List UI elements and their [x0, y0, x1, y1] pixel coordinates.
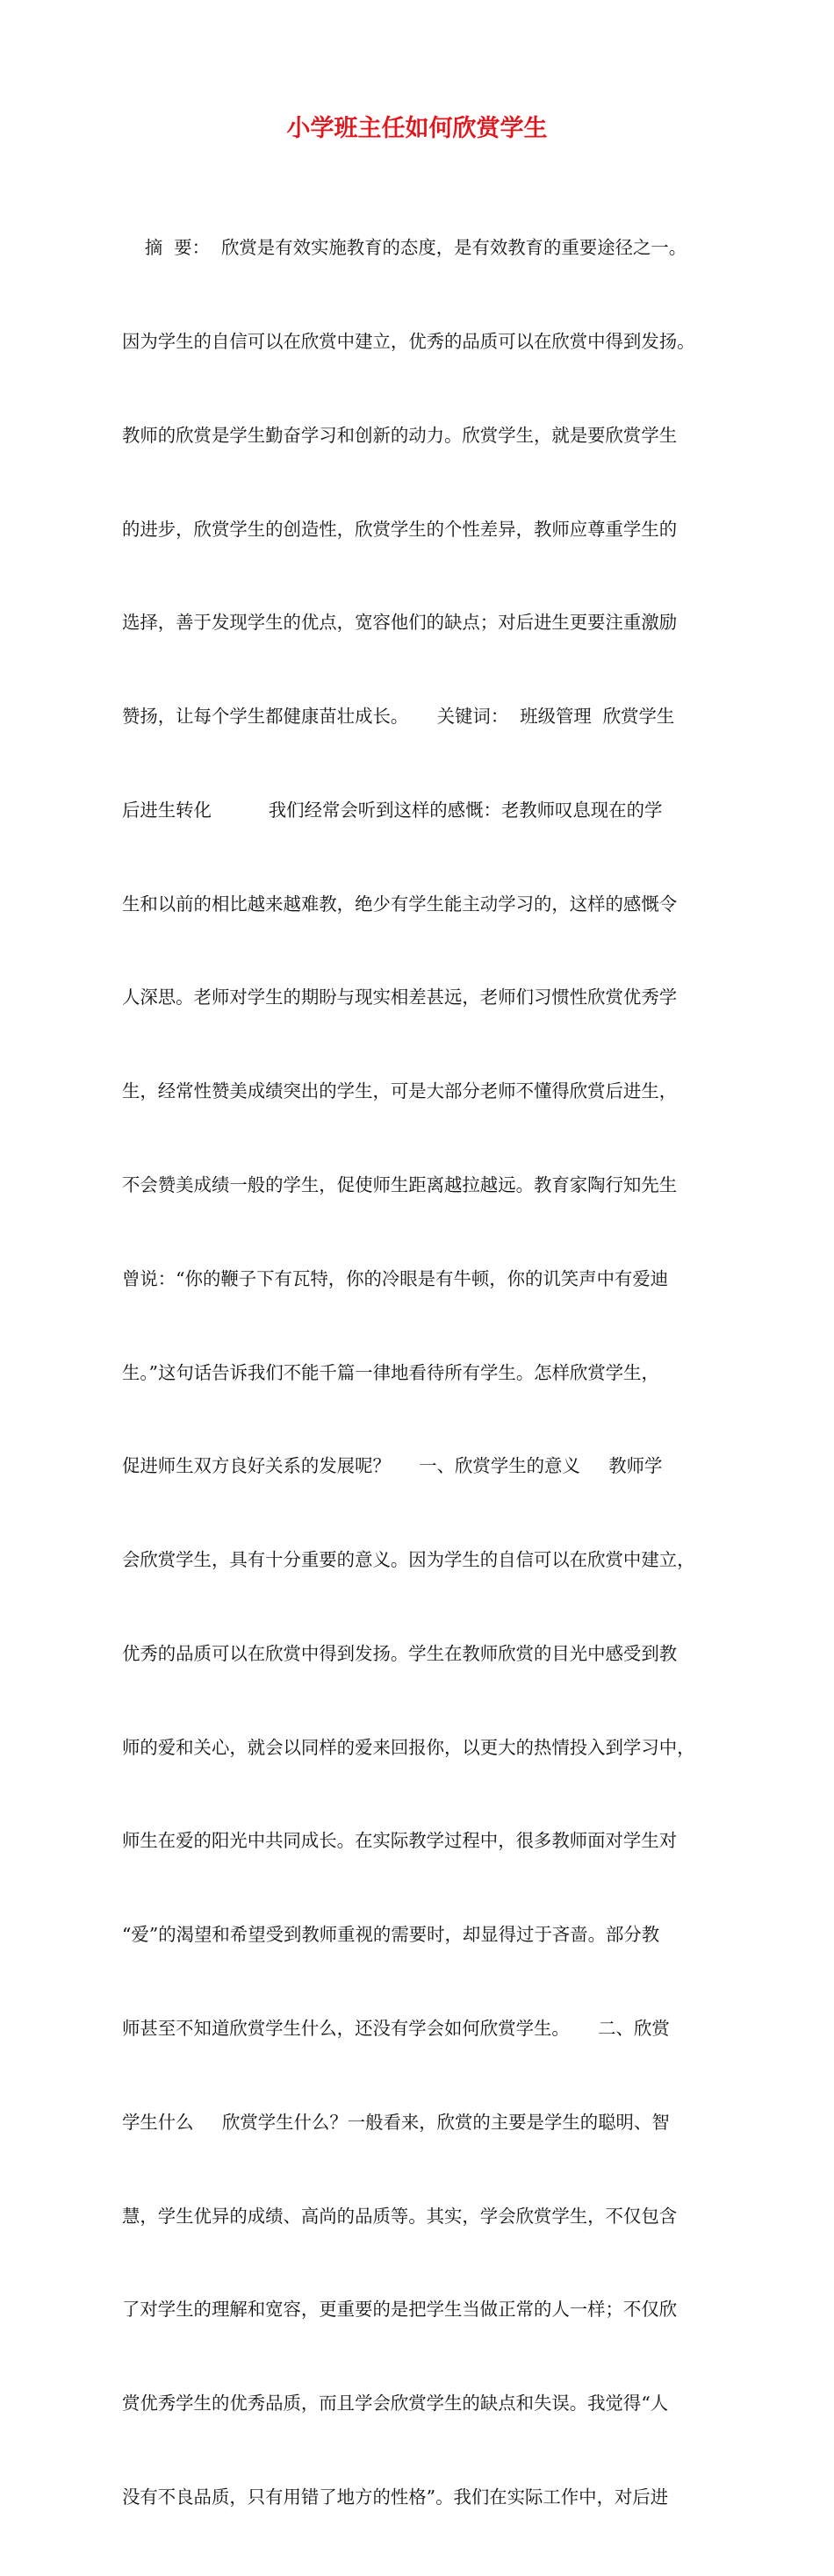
body-line: 不会赞美成绩一般的学生，促使师生距离越拉越远。教育家陶行知先生 [122, 1174, 678, 1195]
body-line: “爱”的渴望和希望受到教师重视的需要时，却显得过于吝啬。部分教 [122, 1924, 660, 1946]
body-line: 师的爱和关心，就会以同样的爱来回报你，以更大的热情投入到学习中， [122, 1736, 695, 1758]
body-line: 慧，学生优异的成绩、高尚的品质等。其实，学会欣赏学生，不仅包含 [122, 2205, 678, 2227]
body-line: 赞扬，让每个学生都健康苗壮成长。 关键词： 班级管理 欣赏学生 [122, 706, 675, 728]
document-body [122, 170, 737, 2576]
body-line: 师甚至不知道欣赏学生什么，还没有学会如何欣赏学生。 二、欣赏 [122, 2018, 670, 2040]
body-line: 师生在爱的阳光中共同成长。在实际教学过程中，很多教师面对学生对 [122, 1830, 678, 1852]
body-line: 人深思。老师对学生的期盼与现实相差甚远，老师们习惯性欣赏优秀学 [122, 987, 678, 1008]
body-line: 生，经常性赞美成绩突出的学生，可是大部分老师不懂得欣赏后进生， [122, 1080, 678, 1102]
body-line: 赏优秀学生的优秀品质，而且学会欣赏学生的缺点和失误。我觉得“人 [122, 2393, 669, 2415]
body-line: 摘 要： 欣赏是有效实施教育的态度，是有效教育的重要途径之一。 [122, 237, 687, 259]
body-line: 的进步，欣赏学生的创造性，欣赏学生的个性差异，教师应尊重学生的 [122, 518, 678, 540]
body-line: 选择，善于发现学生的优点，宽容他们的缺点；对后进生更要注重激励 [122, 612, 678, 634]
body-line: 因为学生的自信可以在欣赏中建立，优秀的品质可以在欣赏中得到发扬。 [122, 330, 695, 352]
body-line: 会欣赏学生，具有十分重要的意义。因为学生的自信可以在欣赏中建立， [122, 1549, 695, 1571]
body-line: 生和以前的相比越来越难教，绝少有学生能主动学习的，这样的感慨令 [122, 893, 678, 915]
body-line: 了对学生的理解和宽容，更重要的是把学生当做正常的人一样；不仅欣 [122, 2299, 678, 2321]
body-line: 教师的欣赏是学生勤奋学习和创新的动力。欣赏学生，就是要欣赏学生 [122, 424, 678, 446]
body-line: 促进师生双方良好关系的发展呢？ 一、欣赏学生的意义 教师学 [122, 1455, 663, 1477]
body-line: 曾说：“你的鞭子下有瓦特，你的冷眼是有牛顿，你的讥笑声中有爱迪 [122, 1267, 669, 1289]
document-title: 小学班主任如何欣赏学生 [286, 115, 548, 142]
body-line: 优秀的品质可以在欣赏中得到发扬。学生在教师欣赏的目光中感受到教 [122, 1642, 678, 1664]
body-line: 生。”这句话告诉我们不能千篇一律地看待所有学生。怎样欣赏学生， [122, 1361, 659, 1383]
body-line: 学生什么 欣赏学生什么？一般看来，欣赏的主要是学生的聪明、智 [122, 2111, 670, 2133]
body-line: 后进生转化 我们经常会听到这样的感慨：老教师叹息现在的学 [122, 799, 663, 821]
body-line: 没有不良品质，只有用错了地方的性格”。我们在实际工作中，对后进 [122, 2486, 669, 2508]
